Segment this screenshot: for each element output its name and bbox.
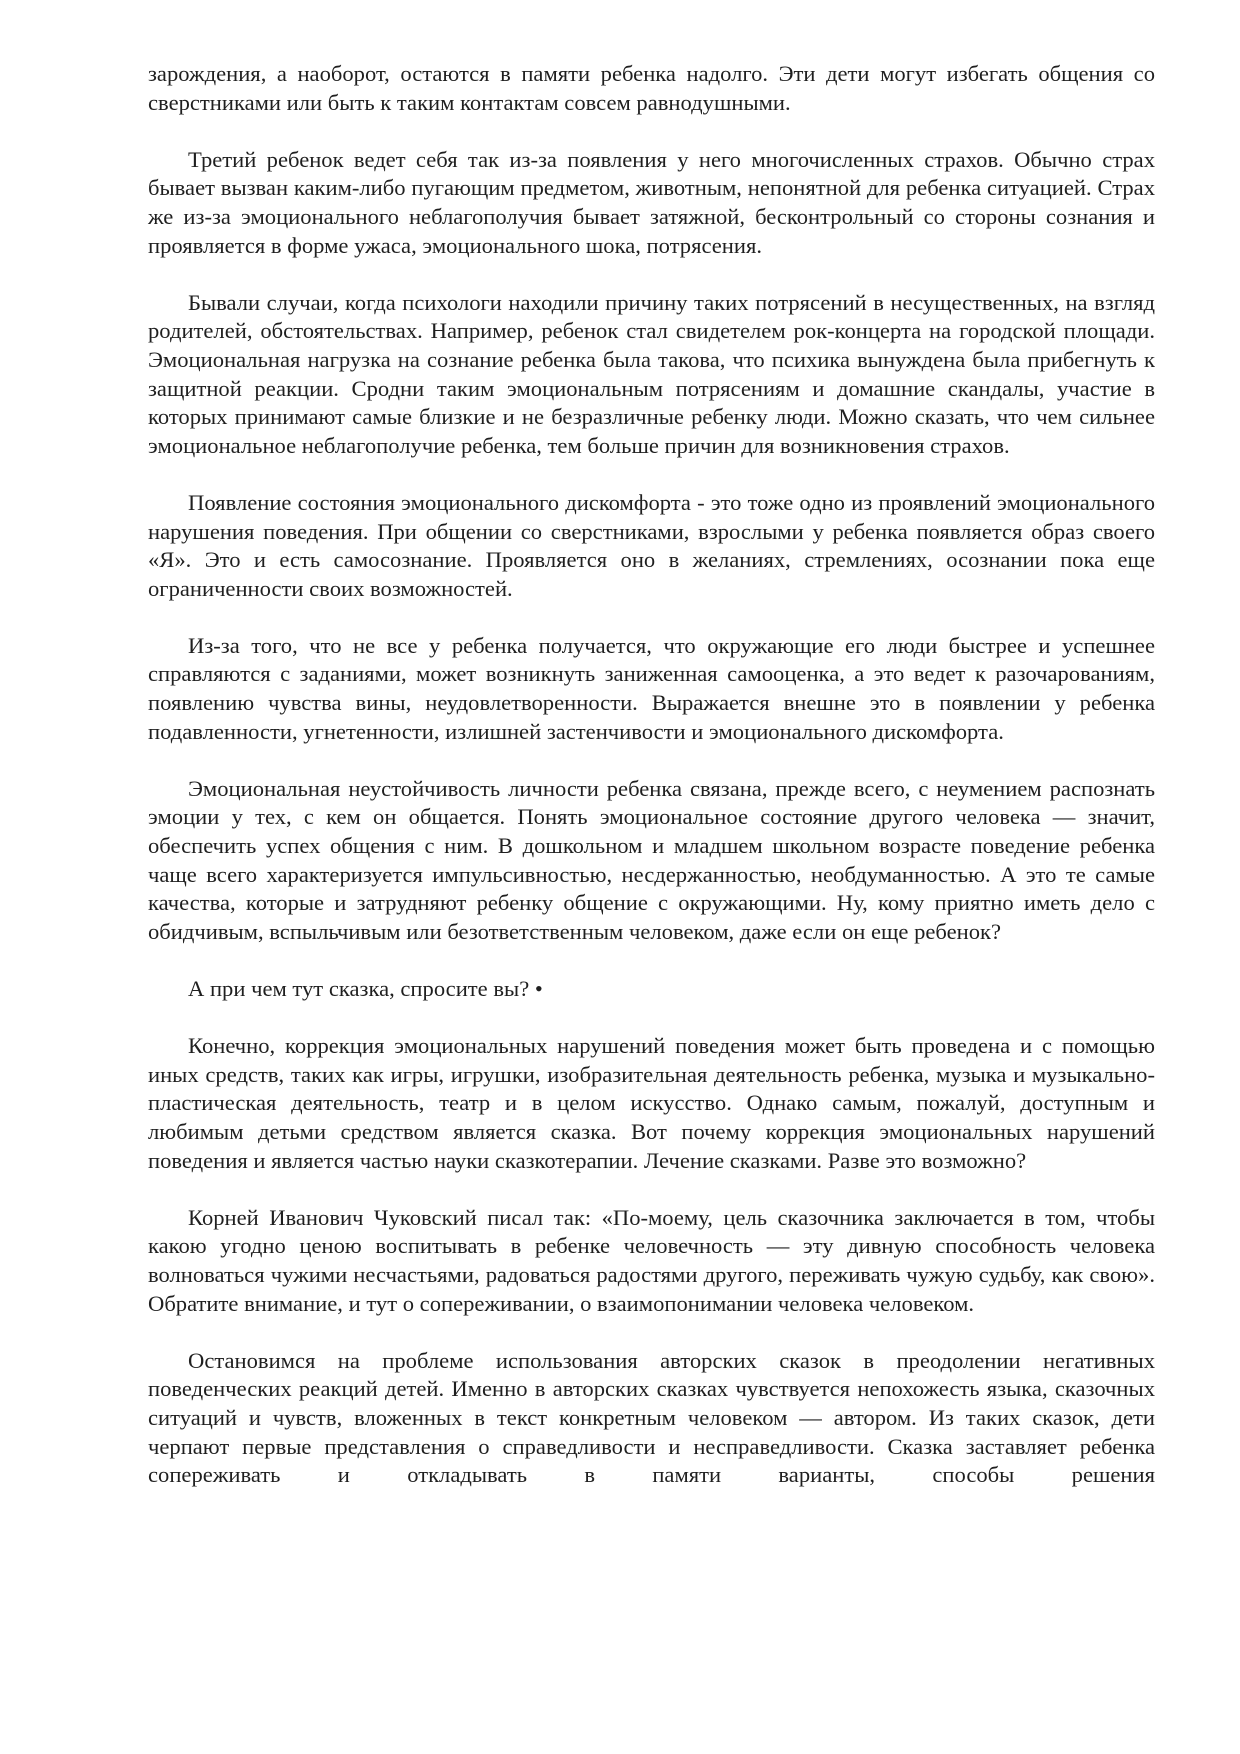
paragraph-8: Конечно, коррекция эмоциональных нарушений поведения может быть проведена и с помощью иных средств, таких как игры, игрушки, изобразительная деятельность ребенка, музыка и музыкально-пластическая деятельность, театр и в целом искусство. Однако самым, пожалуй, доступным и любимым детьми средством является сказка. Вот почему коррекция эмоциональных нарушений поведения и является частью науки сказкотерапии. Лечение сказками. Разве это возможно? (148, 1033, 1155, 1173)
paragraph-6: Эмоциональная неустойчивость личности ребенка связана, прежде всего, с неумением распознать эмоции у тех, с кем он общается. Понять эмоциональное состояние другого человека — значит, обеспечить успех общения с ним. В дошкольном и младшем школьном возрасте поведение ребенка чаще всего характеризуется импульсивностью, несдержанностью, необдуманностью. А это те самые качества, которые и затрудняют ребенку общение с окружающими. Ну, кому приятно иметь дело с обидчивым, вспыльчивым или безответственным человеком, даже если он еще ребенок? (148, 775, 1155, 944)
paragraph-5: Из-за того, что не все у ребенка получается, что окружающие его люди быстрее и успешнее справляются с заданиями, может возникнуть заниженная самооценка, а это ведет к разочарованиям, появлению чувства вины, неудовлетворенности. Выражается внешне это в появлении у ребенка подавленности, угнетенности, излишней застенчивости и эмоционального дискомфорта. (148, 632, 1155, 744)
paragraph-4: Появление состояния эмоционального дискомфорта - это тоже одно из проявлений эмоционального нарушения поведения. При общении со сверстниками, взрослыми у ребенка появляется образ своего «Я». Это и есть самосознание. Проявляется оно в желаниях, стремлениях, осознании пока еще ограниченности своих возможностей. (148, 489, 1155, 601)
paragraph-7: А при чем тут сказка, спросите вы? • (188, 976, 543, 1001)
paragraph-2: Третий ребенок ведет себя так из-за появления у него многочисленных страхов. Обычно страх бывает вызван каким-либо пугающим предметом, животным, непонятной для ребенка ситуацией. Страх же из-за эмоционального неблагополучия бывает затяжной, бесконтрольный со стороны сознания и проявляется в форме ужаса, эмоционального шока, потрясения. (148, 146, 1155, 258)
paragraph-9: Корней Иванович Чуковский писал так: «По-моему, цель сказочника заключается в том, чтобы какою угодно ценою воспитывать в ребенке человечность — эту дивную способность человека волноваться чужими несчастьями, радоваться радостями другого, переживать чужую судьбу, как свою». Обратите внимание, и тут о сопереживании, о взаимопонимании человека человеком. (148, 1204, 1155, 1316)
document-body (148, 60, 1155, 1490)
paragraph-3: Бывали случаи, когда психологи находили причину таких потрясений в несущественных, на взгляд родителей, обстоятельствах. Например, ребенок стал свидетелем рок-концерта на городской площади. Эмоциональная нагрузка на сознание ребенка была такова, что психика вынуждена была прибегнуть к защитной реакции. Сродни таким эмоциональным потрясениям и домашние скандалы, участие в которых принимают самые близкие и не безразличные ребенку люди. Можно сказать, что чем сильнее эмоциональное неблагополучие ребенка, тем больше причин для возникновения страхов. (148, 289, 1155, 458)
paragraph-1: зарождения, а наоборот, остаются в памяти ребенка надолго. Эти дети могут избегать общения со сверстниками или быть к таким контактам совсем равнодушными. (148, 61, 1155, 115)
paragraph-10: Остановимся на проблеме использования авторских сказок в преодолении негативных поведенческих реакций детей. Именно в авторских сказках чувствуется непохожесть языка, сказочных ситуаций и чувств, вложенных в текст конкретным человеком — автором. Из таких сказок, дети черпают первые представления о справедливости и несправедливости. Сказка заставляет ребенка сопереживать и откладывать в памяти варианты, способы решения (148, 1347, 1155, 1488)
